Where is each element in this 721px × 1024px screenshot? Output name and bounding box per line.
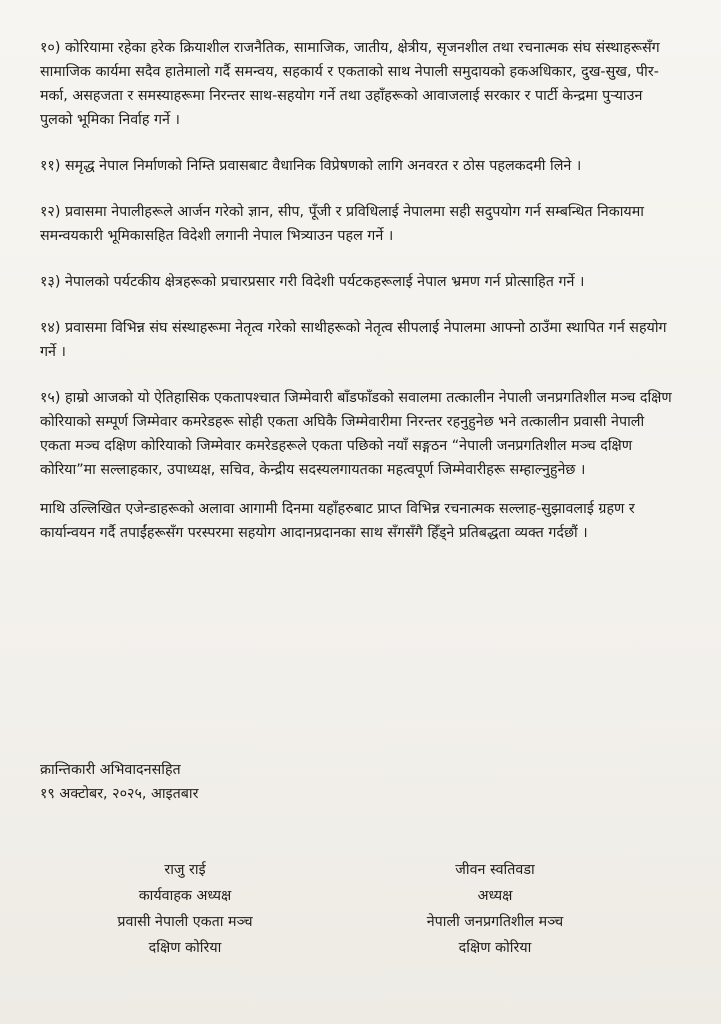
paragraph-commitment: माथि उल्लिखित एजेन्डाहरूको अलावा आगामी दिनमा यहाँहरुबाट प्राप्त विभिन्न रचनात्मक सल्लाह-सुझावलाई ग्रहण र कार्यान्वयन गर्दै तपाईंहरूसँग परस्परमा सहयोग आदानप्रदानका साथ सँगसँगै हिँड्ने प्रतिबद्धता व्यक्त गर्दछौं । <box>40 501 635 541</box>
paragraph-12: १२) प्रवासमा नेपालीहरूले आर्जन गरेको ज्ञान, सीप, पूँजी र प्रविधिलाई नेपालमा सही सदुपयोग गर्न सम्बन्धित निकायमा समन्वयकारी भूमिकासहित विदेशी लगानी नेपाल भित्र्याउन पहल गर्ने । <box>40 204 644 244</box>
signatory-title: अध्यक्ष <box>477 888 513 904</box>
paragraph-11: ११) समृद्ध नेपाल निर्माणको निम्ति प्रवासबाट वैधानिक विप्रेषणको लागि अनवरत र ठोस पहलकदमी लिने । <box>40 158 582 174</box>
paragraph-13: १३) नेपालको पर्यटकीय क्षेत्रहरूको प्रचारप्रसार गरी विदेशी पर्यटकहरूलाई नेपाल भ्रमण गर्न प्रोत्साहित गर्ने । <box>40 274 585 290</box>
signatory-name: राजु राई <box>164 862 206 878</box>
closing-block <box>40 758 198 806</box>
signature-left <box>70 858 300 962</box>
signatory-title: कार्यवाहक अध्यक्ष <box>138 888 232 904</box>
closing-date: १९ अक्टोबर, २०२५, आइतबार <box>40 786 199 802</box>
paragraph-14: १४) प्रवासमा विभिन्न संघ संस्थाहरूमा नेतृत्व गरेको साथीहरूको नेतृत्व सीपलाई नेपालमा आफ्नो ठाउँमा स्थापित गर्न सहयोग गर्ने । <box>40 320 667 360</box>
paragraph-10: १०) कोरियामा रहेका हरेक क्रियाशील राजनैतिक, सामाजिक, जातीय, क्षेत्रीय, सृजनशील तथा रचनात्मक संघ संस्थाहरूसँग सामाजिक कार्यमा सदैव हातेमालो गर्दै समन्वय, सहकार्य र एकताको साथ नेपाली समुदायको हकअधिकार, दुख-सुख, पीर-मर्का, असहजता र समस्याहरूमा निरन्तर साथ-सहयोग गर्ने तथा उहाँहरूको आवाजलाई सरकार र पार्टी केन्द्रमा पुर्‍याउन पुलको भूमिका निर्वाह गर्ने । <box>40 40 660 128</box>
document-body <box>40 36 678 545</box>
signatory-org: नेपाली जनप्रगतिशील मञ्च <box>426 914 564 930</box>
signatory-location: दक्षिण कोरिया <box>148 940 222 956</box>
signatory-name: जीवन स्वतिवडा <box>455 862 535 878</box>
paragraph-15: १५) हाम्रो आजको यो ऐतिहासिक एकतापश्चात जिम्मेवारी बाँडफाँडको सवालमा तत्कालीन नेपाली जनप्रगतिशील मञ्च दक्षिण कोरियाको सम्पूर्ण जिम्मेवार कमरेडहरू सोही एकता अघिकै जिम्मेवारीमा निरन्तर रहनुहुनेछ भने तत्कालीन प्रवासी नेपाली एकता मञ्च दक्षिण कोरियाको जिम्मेवार कमरेडहरूले एकता पछिको नयाँ सङ्गठन “नेपाली जनप्रगतिशील मञ्च दक्षिण कोरिया”मा सल्लाहकार, उपाध्यक्ष, सचिव, केन्द्रीय सदस्यलगायतका महत्वपूर्ण जिम्मेवारीहरू सम्हाल्नुहुनेछ । <box>40 390 672 478</box>
signatory-location: दक्षिण कोरिया <box>458 940 532 956</box>
closing-salutation: क्रान्तिकारी अभिवादनसहित <box>40 762 181 778</box>
signatory-org: प्रवासी नेपाली एकता मञ्च <box>117 914 253 930</box>
signature-right <box>380 858 610 962</box>
